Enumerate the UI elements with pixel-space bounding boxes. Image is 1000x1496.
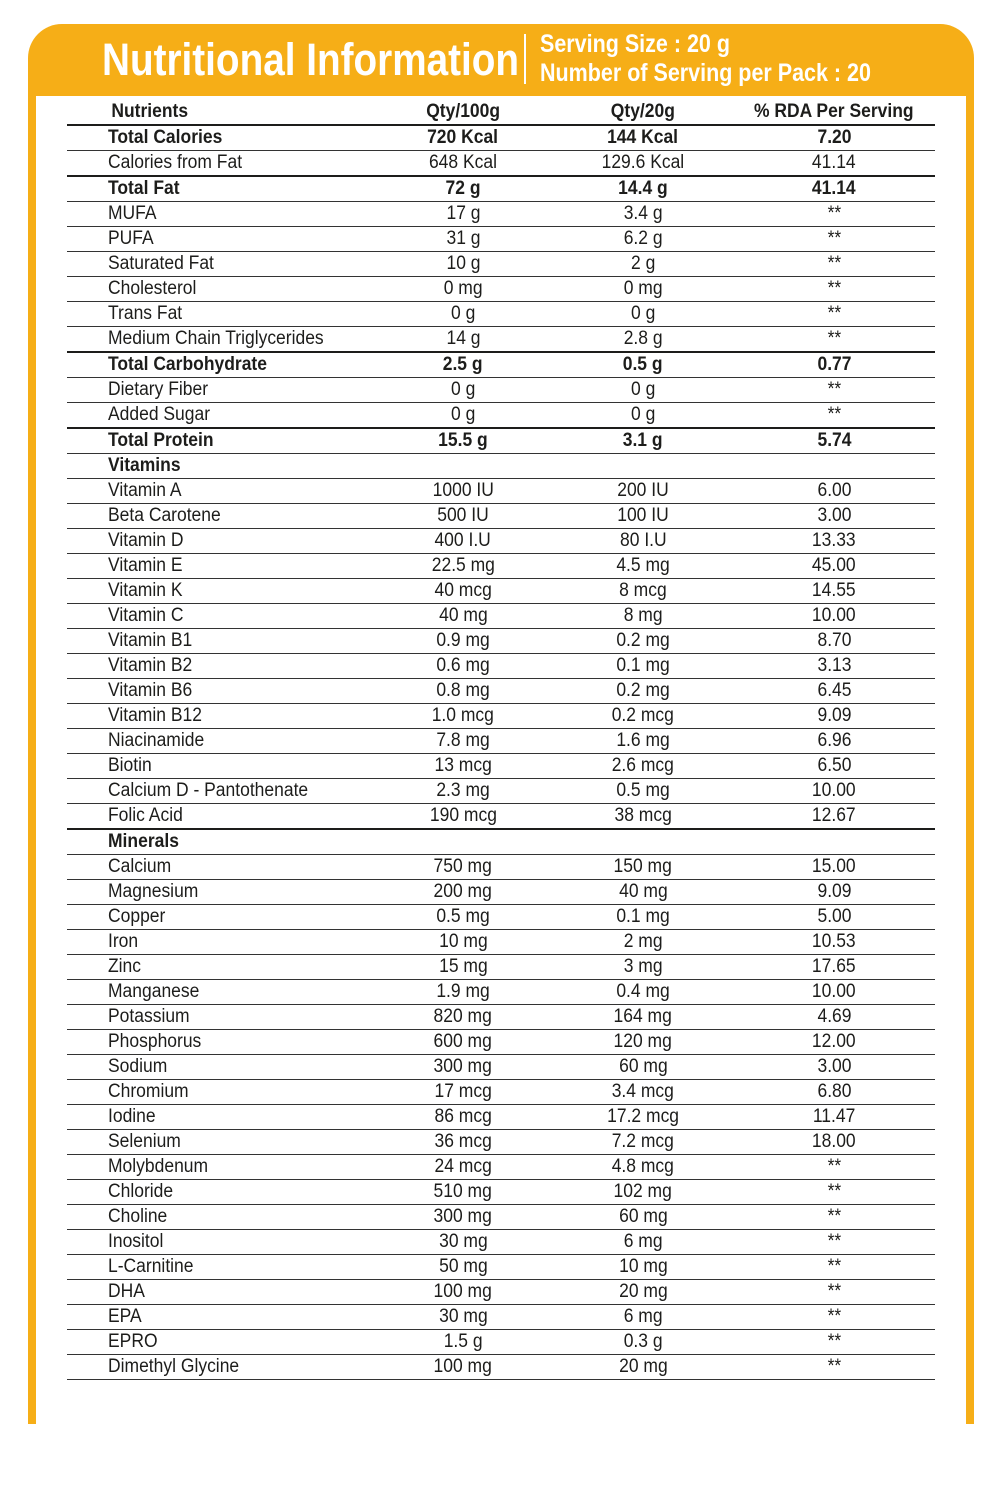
qty-per-100g: 50 mg [373,1255,553,1280]
qty-per-20g [553,454,733,479]
table-row [67,554,935,579]
qty-per-100g: 30 mg [373,1230,553,1255]
rda-per-serving: 14.55 [733,579,935,604]
rda-per-serving: ** [733,1255,935,1280]
qty-per-20g: 0.2 mg [553,629,733,654]
qty-per-20g: 17.2 mcg [553,1105,733,1130]
qty-per-100g: 2.3 mg [373,779,553,804]
qty-per-100g: 40 mcg [373,579,553,604]
qty-per-100g: 200 mg [373,880,553,905]
qty-per-20g: 164 mg [553,1005,733,1030]
table-row [67,529,935,554]
qty-per-100g: 24 mcg [373,1155,553,1180]
rda-per-serving: 7.20 [733,125,935,151]
qty-per-20g: 0.2 mcg [553,704,733,729]
qty-per-20g: 7.2 mcg [553,1130,733,1155]
table-row [67,1280,935,1305]
nutrient-name: Vitamin B2 [67,654,373,679]
rda-per-serving: 8.70 [733,629,935,654]
col-header-nutrients: Nutrients [67,100,373,125]
rda-per-serving: 15.00 [733,855,935,880]
rda-per-serving: ** [733,1205,935,1230]
nutrient-name: Vitamin D [67,529,373,554]
qty-per-100g: 7.8 mg [373,729,553,754]
table-row [67,1180,935,1205]
qty-per-20g: 2.6 mcg [553,754,733,779]
qty-per-100g: 22.5 mg [373,554,553,579]
qty-per-100g: 1.0 mcg [373,704,553,729]
rda-per-serving: 18.00 [733,1130,935,1155]
nutrient-name: Total Fat [67,176,373,202]
qty-per-100g: 86 mcg [373,1105,553,1130]
rda-per-serving: ** [733,378,935,403]
rda-per-serving: 3.13 [733,654,935,679]
table-row [67,704,935,729]
qty-per-100g: 30 mg [373,1305,553,1330]
nutrient-name: Zinc [67,955,373,980]
qty-per-100g: 600 mg [373,1030,553,1055]
qty-per-20g: 144 Kcal [553,125,733,151]
rda-per-serving: ** [733,1355,935,1380]
rda-per-serving: 3.00 [733,504,935,529]
rda-per-serving: 12.00 [733,1030,935,1055]
table-row [67,679,935,704]
nutrition-table [67,100,935,1380]
rda-per-serving: ** [733,327,935,353]
table-row [67,654,935,679]
rda-per-serving: 41.14 [733,176,935,202]
nutrient-name: Choline [67,1205,373,1230]
table-row [67,1255,935,1280]
rda-per-serving: 5.74 [733,428,935,454]
panel-title: Nutritional Information [102,34,520,85]
qty-per-20g: 1.6 mg [553,729,733,754]
rda-per-serving: 4.69 [733,1005,935,1030]
col-header-qty-20g: Qty/20g [553,100,733,125]
qty-per-20g: 80 I.U [553,529,733,554]
table-row [67,202,935,227]
nutrient-name: Magnesium [67,880,373,905]
qty-per-100g: 0 g [373,378,553,403]
qty-per-100g: 40 mg [373,604,553,629]
rda-per-serving: 10.00 [733,604,935,629]
table-row [67,1130,935,1155]
nutrient-name: Vitamin B6 [67,679,373,704]
table-row [67,403,935,429]
qty-per-20g: 60 mg [553,1055,733,1080]
nutrient-name: Vitamin B1 [67,629,373,654]
table-row [67,302,935,327]
nutrient-name: Chloride [67,1180,373,1205]
table-row [67,479,935,504]
rda-per-serving: ** [733,252,935,277]
table-row [67,579,935,604]
table-row [67,352,935,378]
qty-per-20g: 2 mg [553,930,733,955]
qty-per-20g: 6 mg [553,1305,733,1330]
table-row [67,980,935,1005]
qty-per-100g: 31 g [373,227,553,252]
qty-per-100g: 15.5 g [373,428,553,454]
rda-per-serving: 45.00 [733,554,935,579]
qty-per-100g: 15 mg [373,955,553,980]
table-row [67,227,935,252]
table-row [67,629,935,654]
rda-per-serving: 13.33 [733,529,935,554]
nutrient-name: Sodium [67,1055,373,1080]
section-row [67,829,935,855]
rda-per-serving: 11.47 [733,1105,935,1130]
qty-per-100g: 0.9 mg [373,629,553,654]
table-row [67,804,935,830]
nutrient-name: Vitamin B12 [67,704,373,729]
nutrient-name: EPRO [67,1330,373,1355]
rda-per-serving: 6.80 [733,1080,935,1105]
rda-per-serving: 17.65 [733,955,935,980]
nutrient-name: Total Calories [67,125,373,151]
qty-per-20g: 4.8 mcg [553,1155,733,1180]
qty-per-20g: 3.1 g [553,428,733,454]
nutrient-name: Dietary Fiber [67,378,373,403]
qty-per-20g: 6 mg [553,1230,733,1255]
qty-per-20g: 129.6 Kcal [553,151,733,177]
table-row [67,1030,935,1055]
rda-per-serving: ** [733,1180,935,1205]
qty-per-100g: 300 mg [373,1205,553,1230]
rda-per-serving: ** [733,227,935,252]
qty-per-100g: 750 mg [373,855,553,880]
qty-per-20g: 120 mg [553,1030,733,1055]
qty-per-20g: 8 mg [553,604,733,629]
rda-per-serving: 3.00 [733,1055,935,1080]
nutrient-name: Iron [67,930,373,955]
table-row [67,880,935,905]
table-row [67,378,935,403]
table-row [67,930,935,955]
nutrient-name: Folic Acid [67,804,373,830]
qty-per-20g: 60 mg [553,1205,733,1230]
qty-per-20g: 10 mg [553,1255,733,1280]
nutrient-name: Vitamin C [67,604,373,629]
section-row [67,454,935,479]
table-row [67,327,935,353]
rda-per-serving: 41.14 [733,151,935,177]
table-row [67,1205,935,1230]
nutrient-name: Chromium [67,1080,373,1105]
qty-per-100g: 720 Kcal [373,125,553,151]
table-row [67,1305,935,1330]
table-row [67,504,935,529]
nutrient-name: Selenium [67,1130,373,1155]
nutrient-name: Vitamin E [67,554,373,579]
nutrient-name: Iodine [67,1105,373,1130]
table-row [67,1355,935,1380]
serving-size: Serving Size : 20 g [540,30,730,58]
nutrient-name: Phosphorus [67,1030,373,1055]
nutrient-name: Inositol [67,1230,373,1255]
table-row [67,1080,935,1105]
nutrient-name: Trans Fat [67,302,373,327]
qty-per-100g [373,454,553,479]
nutrient-name: Medium Chain Triglycerides [67,327,373,353]
rda-per-serving: ** [733,302,935,327]
qty-per-100g: 0.6 mg [373,654,553,679]
qty-per-100g: 100 mg [373,1280,553,1305]
qty-per-100g: 0.5 mg [373,905,553,930]
col-header-rda: % RDA Per Serving [733,100,935,125]
qty-per-20g [553,829,733,855]
qty-per-20g: 0.4 mg [553,980,733,1005]
qty-per-20g: 3 mg [553,955,733,980]
nutrient-name: Total Carbohydrate [67,352,373,378]
qty-per-100g: 510 mg [373,1180,553,1205]
qty-per-20g: 0.3 g [553,1330,733,1355]
qty-per-100g: 14 g [373,327,553,353]
table-row [67,1055,935,1080]
qty-per-100g: 10 g [373,252,553,277]
qty-per-20g: 20 mg [553,1355,733,1380]
nutrient-name: Saturated Fat [67,252,373,277]
rda-per-serving: ** [733,1155,935,1180]
table-row [67,1230,935,1255]
nutrient-name: MUFA [67,202,373,227]
nutrient-name: Potassium [67,1005,373,1030]
table-row [67,855,935,880]
nutrient-name: Cholesterol [67,277,373,302]
qty-per-100g: 17 g [373,202,553,227]
servings-per-pack: Number of Serving per Pack : 20 [540,59,871,87]
table-row [67,277,935,302]
qty-per-20g: 0.5 g [553,352,733,378]
qty-per-100g: 1000 IU [373,479,553,504]
qty-per-100g: 648 Kcal [373,151,553,177]
nutrient-name: PUFA [67,227,373,252]
table-row [67,955,935,980]
qty-per-20g: 0.1 mg [553,905,733,930]
nutrient-name: Total Protein [67,428,373,454]
qty-per-20g: 20 mg [553,1280,733,1305]
table-row [67,1005,935,1030]
qty-per-100g: 820 mg [373,1005,553,1030]
qty-per-20g: 6.2 g [553,227,733,252]
rda-per-serving: 9.09 [733,704,935,729]
rda-per-serving: 5.00 [733,905,935,930]
rda-per-serving: ** [733,1230,935,1255]
qty-per-100g: 0 g [373,403,553,429]
qty-per-20g: 38 mcg [553,804,733,830]
qty-per-20g: 102 mg [553,1180,733,1205]
qty-per-100g: 17 mcg [373,1080,553,1105]
qty-per-100g: 1.9 mg [373,980,553,1005]
qty-per-20g: 4.5 mg [553,554,733,579]
table-row [67,125,935,151]
rda-per-serving [733,454,935,479]
qty-per-100g: 1.5 g [373,1330,553,1355]
nutrient-name: Minerals [67,829,373,855]
qty-per-20g: 150 mg [553,855,733,880]
qty-per-20g: 0.2 mg [553,679,733,704]
rda-per-serving: ** [733,202,935,227]
nutrient-name: Molybdenum [67,1155,373,1180]
table-row [67,176,935,202]
qty-per-20g: 0.5 mg [553,779,733,804]
qty-per-20g: 200 IU [553,479,733,504]
rda-per-serving: 6.50 [733,754,935,779]
rda-per-serving: 10.00 [733,779,935,804]
rda-per-serving: 0.77 [733,352,935,378]
qty-per-100g: 10 mg [373,930,553,955]
nutrient-name: Dimethyl Glycine [67,1355,373,1380]
rda-per-serving: 6.45 [733,679,935,704]
qty-per-100g: 190 mcg [373,804,553,830]
nutrient-name: Niacinamide [67,729,373,754]
rda-per-serving: ** [733,277,935,302]
qty-per-100g: 13 mcg [373,754,553,779]
nutrient-name: Beta Carotene [67,504,373,529]
qty-per-20g: 8 mcg [553,579,733,604]
rda-per-serving: ** [733,1305,935,1330]
nutrient-name: EPA [67,1305,373,1330]
qty-per-100g: 72 g [373,176,553,202]
qty-per-20g: 0 g [553,378,733,403]
nutrient-name: Vitamin A [67,479,373,504]
col-header-qty-100g: Qty/100g [373,100,553,125]
qty-per-100g: 500 IU [373,504,553,529]
nutrient-name: Vitamin K [67,579,373,604]
qty-per-20g: 3.4 g [553,202,733,227]
table-row [67,604,935,629]
header-divider [524,34,526,84]
serving-info [540,30,871,88]
nutrient-name: DHA [67,1280,373,1305]
table-row [67,428,935,454]
rda-per-serving: ** [733,1330,935,1355]
rda-per-serving: 10.53 [733,930,935,955]
rda-per-serving: 9.09 [733,880,935,905]
qty-per-100g: 100 mg [373,1355,553,1380]
qty-per-20g: 14.4 g [553,176,733,202]
qty-per-100g: 300 mg [373,1055,553,1080]
rda-per-serving: 6.96 [733,729,935,754]
rda-per-serving: 12.67 [733,804,935,830]
table-row [67,1105,935,1130]
nutrient-name: Manganese [67,980,373,1005]
nutrient-name: L-Carnitine [67,1255,373,1280]
rda-per-serving: ** [733,403,935,429]
table-row [67,905,935,930]
table-row [67,151,935,177]
qty-per-100g: 400 I.U [373,529,553,554]
table-header-row [67,100,935,125]
qty-per-20g: 0.1 mg [553,654,733,679]
nutrient-name: Added Sugar [67,403,373,429]
qty-per-100g [373,829,553,855]
nutrient-name: Calcium D - Pantothenate [67,779,373,804]
qty-per-100g: 2.5 g [373,352,553,378]
rda-per-serving: 10.00 [733,980,935,1005]
qty-per-100g: 0.8 mg [373,679,553,704]
qty-per-20g: 3.4 mcg [553,1080,733,1105]
table-row [67,779,935,804]
rda-per-serving [733,829,935,855]
qty-per-20g: 2.8 g [553,327,733,353]
qty-per-20g: 0 mg [553,277,733,302]
nutrient-name: Biotin [67,754,373,779]
rda-per-serving: ** [733,1280,935,1305]
table-row [67,1155,935,1180]
qty-per-20g: 0 g [553,403,733,429]
table-row [67,729,935,754]
nutrient-name: Vitamins [67,454,373,479]
qty-per-20g: 2 g [553,252,733,277]
table-row [67,252,935,277]
table-row [67,1330,935,1355]
qty-per-100g: 0 mg [373,277,553,302]
qty-per-20g: 100 IU [553,504,733,529]
qty-per-20g: 40 mg [553,880,733,905]
qty-per-20g: 0 g [553,302,733,327]
table-row [67,754,935,779]
qty-per-100g: 0 g [373,302,553,327]
nutrient-name: Calories from Fat [67,151,373,177]
rda-per-serving: 6.00 [733,479,935,504]
nutrient-name: Copper [67,905,373,930]
nutrient-name: Calcium [67,855,373,880]
qty-per-100g: 36 mcg [373,1130,553,1155]
